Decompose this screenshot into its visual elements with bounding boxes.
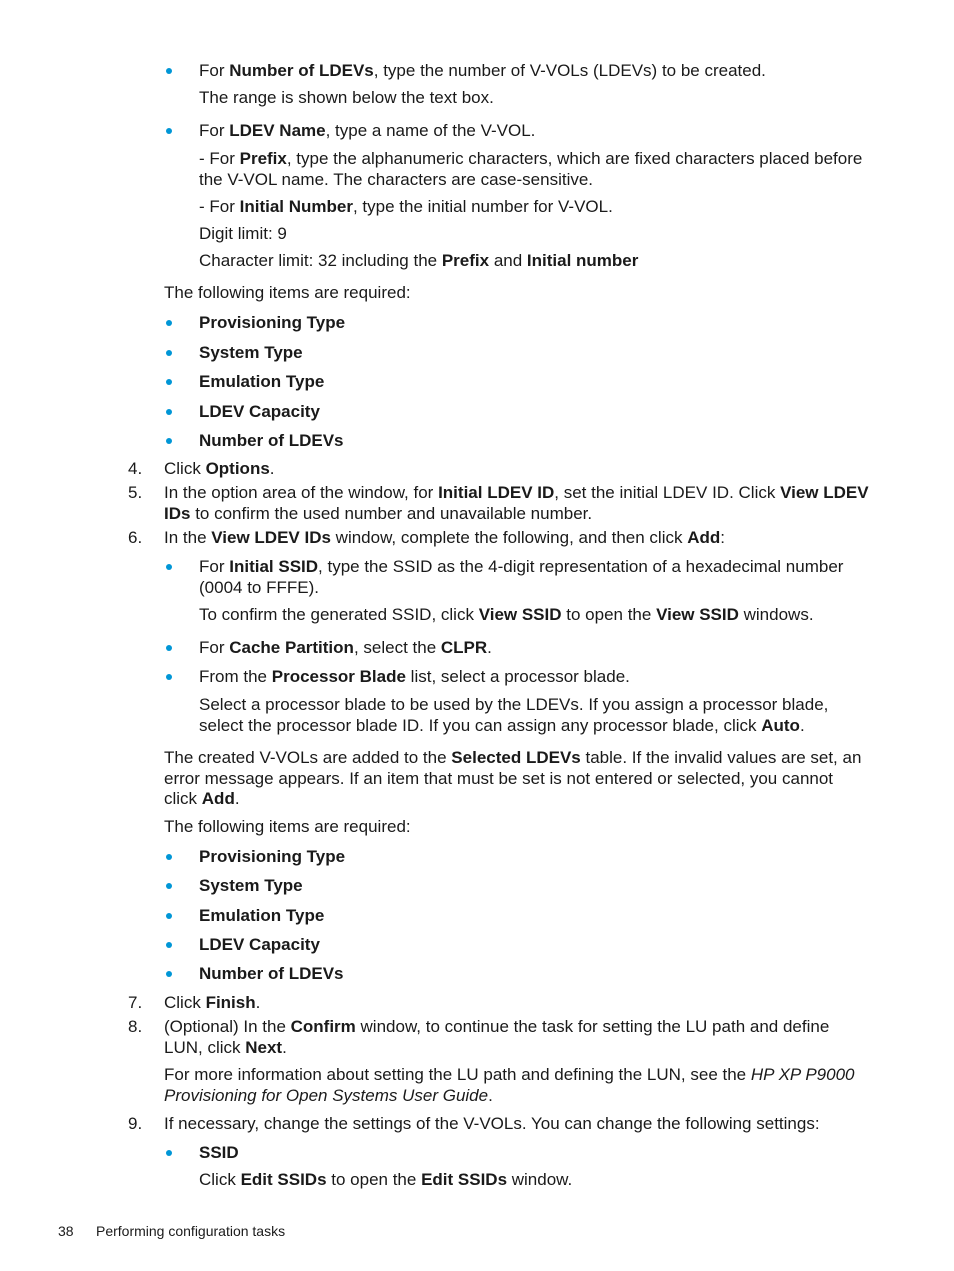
bullet-cache-partition: For Cache Partition, select the CLPR. (199, 638, 492, 657)
bullet-ldev-name: For LDEV Name, type a name of the V-VOL. (199, 121, 536, 140)
required-item: Provisioning Type (199, 847, 346, 866)
step-7: Click Finish. (164, 993, 261, 1012)
initial-number-note: - For Initial Number, type the initial number for V-VOL. (199, 197, 613, 216)
edit-ssids-note: Click Edit SSIDs to open the Edit SSIDs window. (199, 1170, 573, 1189)
required-item: System Type (199, 343, 303, 362)
bullet-dot (166, 1150, 172, 1156)
bullet-dot (166, 942, 172, 948)
required-item: LDEV Capacity (199, 402, 320, 421)
required-item: System Type (199, 876, 303, 895)
character-limit: Character limit: 32 including the Prefix and Initial number (199, 251, 639, 270)
bullet-dot (166, 564, 172, 570)
page-footer (58, 1222, 285, 1240)
bullet-dot (166, 320, 172, 326)
step-number: 6. (128, 528, 143, 547)
step-number: 8. (128, 1017, 143, 1036)
bullet-processor-blade: From the Processor Blade list, select a processor blade. (199, 667, 630, 686)
step-9: If necessary, change the settings of the V-VOLs. You can change the following settings: (164, 1114, 820, 1133)
required-item: LDEV Capacity (199, 935, 320, 954)
required-intro: The following items are required: (164, 817, 411, 836)
page-number: 38 (58, 1223, 74, 1239)
section-title: Performing configuration tasks (96, 1223, 286, 1239)
created-vvols-paragraph: The created V-VOLs are added to the Selected LDEVs table. If the invalid values are set, an error message appears. If an item that must be set is not entered or selected, you cannot click Add. (164, 748, 862, 808)
step-8-note: For more information about setting the LU path and defining the LUN, see the HP XP P9000 Provisioning for Open Systems User Guide. (164, 1065, 855, 1105)
bullet-dot (166, 438, 172, 444)
required-item: Emulation Type (199, 906, 325, 925)
bullet-dot (166, 674, 172, 680)
bullet-dot (166, 913, 172, 919)
step-number: 5. (128, 483, 143, 502)
required-item: Provisioning Type (199, 313, 346, 332)
range-note: The range is shown below the text box. (199, 88, 494, 107)
bullet-dot (166, 409, 172, 415)
bullet-initial-ssid: For Initial SSID, type the SSID as the 4-digit representation of a hexadecimal number (0004 to FFFE). (199, 557, 844, 597)
step-8: (Optional) In the Confirm window, to continue the task for setting the LU path and define LUN, click Next. (164, 1017, 830, 1057)
step-5: In the option area of the window, for Initial LDEV ID, set the initial LDEV ID. Click View LDEV IDs to confirm the used number and unavailable number. (164, 483, 869, 523)
digit-limit: Digit limit: 9 (199, 224, 287, 243)
bullet-dot (166, 379, 172, 385)
bullet-dot (166, 854, 172, 860)
prefix-note: - For Prefix, type the alphanumeric characters, which are fixed characters placed before the V-VOL name. The characters are case-sensitive. (199, 149, 863, 189)
bullet-dot (166, 645, 172, 651)
bullet-ssid: SSID (199, 1143, 239, 1162)
step-6: In the View LDEV IDs window, complete the following, and then click Add: (164, 528, 725, 547)
bullet-dot (166, 971, 172, 977)
ssid-note: To confirm the generated SSID, click View SSID to open the View SSID windows. (199, 605, 814, 624)
bullet-dot (166, 350, 172, 356)
bullet-number-of-ldevs: For Number of LDEVs, type the number of V-VOLs (LDEVs) to be created. (199, 61, 766, 80)
bullet-dot (166, 883, 172, 889)
required-item: Number of LDEVs (199, 431, 344, 450)
blade-note: Select a processor blade to be used by the LDEVs. If you assign a processor blade, select the processor blade ID. If you can assign any processor blade, click Auto. (199, 695, 829, 735)
step-4: Click Options. (164, 459, 275, 478)
required-item: Emulation Type (199, 372, 325, 391)
step-number: 9. (128, 1114, 143, 1133)
required-item: Number of LDEVs (199, 964, 344, 983)
bullet-dot (166, 128, 172, 134)
step-number: 4. (128, 459, 143, 478)
bullet-dot (166, 68, 172, 74)
required-intro: The following items are required: (164, 283, 411, 302)
step-number: 7. (128, 993, 143, 1012)
